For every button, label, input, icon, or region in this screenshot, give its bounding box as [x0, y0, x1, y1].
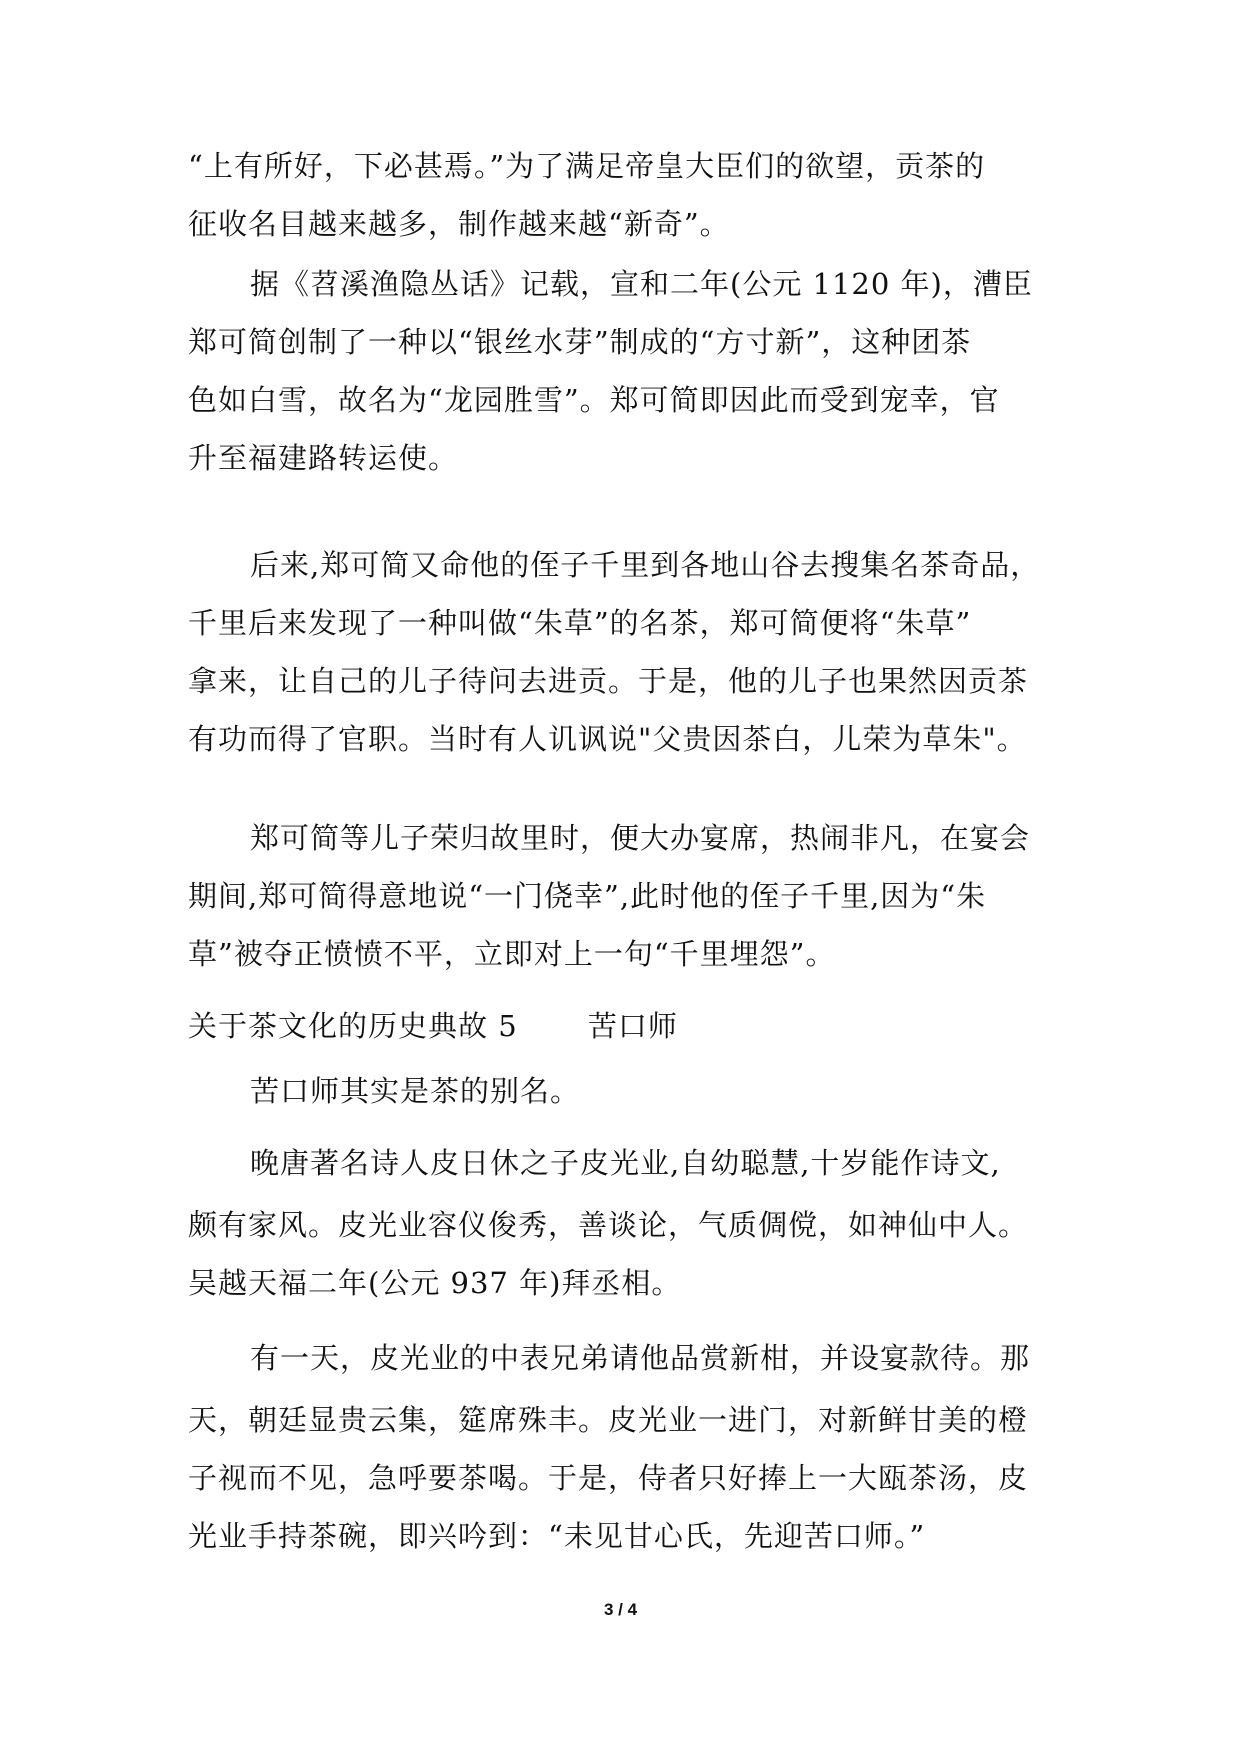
paragraph-line: 晚唐著名诗人皮日休之子皮光业,自幼聪慧,十岁能作诗文,: [250, 1146, 1001, 1180]
paragraph-line: 郑可简创制了一种以“银丝水芽”制成的“方寸新”，这种团茶: [188, 325, 972, 359]
section-subtitle: 苦口师: [587, 1009, 678, 1043]
section-heading: [188, 1006, 678, 1046]
paragraph-line: 千里后来发现了一种叫做“朱草”的名茶，郑可简便将“朱草”: [188, 606, 972, 640]
paragraph-line: 后来,郑可简又命他的侄子千里到各地山谷去搜集名茶奇品，: [250, 548, 1041, 582]
section-title: 关于茶文化的历史典故 5: [188, 1009, 518, 1043]
paragraph-line: 颇有家风。皮光业容仪俊秀，善谈论，气质倜傥，如神仙中人。: [188, 1208, 1029, 1242]
paragraph-line: 有功而得了官职。当时有人讥讽说"父贵因茶白，儿荣为草朱"。: [188, 722, 1027, 756]
paragraph-line: “上有所好，下必甚焉。”为了满足帝皇大臣们的欲望，贡茶的: [188, 149, 986, 183]
paragraph-line: 光业手持茶碗，即兴吟到：“未见甘心氏，先迎苦口师。”: [188, 1519, 926, 1553]
paragraph-line: 草”被夺正愤愤不平，立即对上一句“千里埋怨”。: [188, 937, 836, 971]
paragraph-line: 有一天，皮光业的中表兄弟请他品赏新柑，并设宴款待。那: [250, 1341, 1031, 1375]
paragraph-line: 拿来，让自己的儿子待问去进贡。于是，他的儿子也果然因贡茶: [188, 664, 1029, 698]
page-number: 3 / 4: [603, 1600, 638, 1619]
paragraph-line: 据《苕溪渔隐丛话》记载，宣和二年(公元 1120 年)，漕臣: [250, 267, 1033, 301]
paragraph-line: 期间,郑可简得意地说“一门侥幸”,此时他的侄子千里,因为“朱: [188, 879, 987, 913]
paragraph-line: 子视而不见，急呼要茶喝。于是，侍者只好捧上一大瓯茶汤，皮: [188, 1461, 1029, 1495]
paragraph-line: 天，朝廷显贵云集，筵席殊丰。皮光业一进门，对新鲜甘美的橙: [188, 1403, 1029, 1437]
paragraph-line: 郑可简等儿子荣归故里时，便大办宴席，热闹非凡，在宴会: [250, 821, 1031, 855]
paragraph-line: 征收名目越来越多，制作越来越“新奇”。: [188, 207, 730, 241]
paragraph-line: 色如白雪，故名为“龙园胜雪”。郑可简即因此而受到宠幸，官: [188, 383, 1000, 417]
paragraph-line: 升至福建路转运使。: [188, 441, 459, 475]
paragraph-line: 吴越天福二年(公元 937 年)拜丞相。: [188, 1266, 682, 1300]
paragraph-line: 苦口师其实是茶的别名。: [250, 1074, 581, 1108]
